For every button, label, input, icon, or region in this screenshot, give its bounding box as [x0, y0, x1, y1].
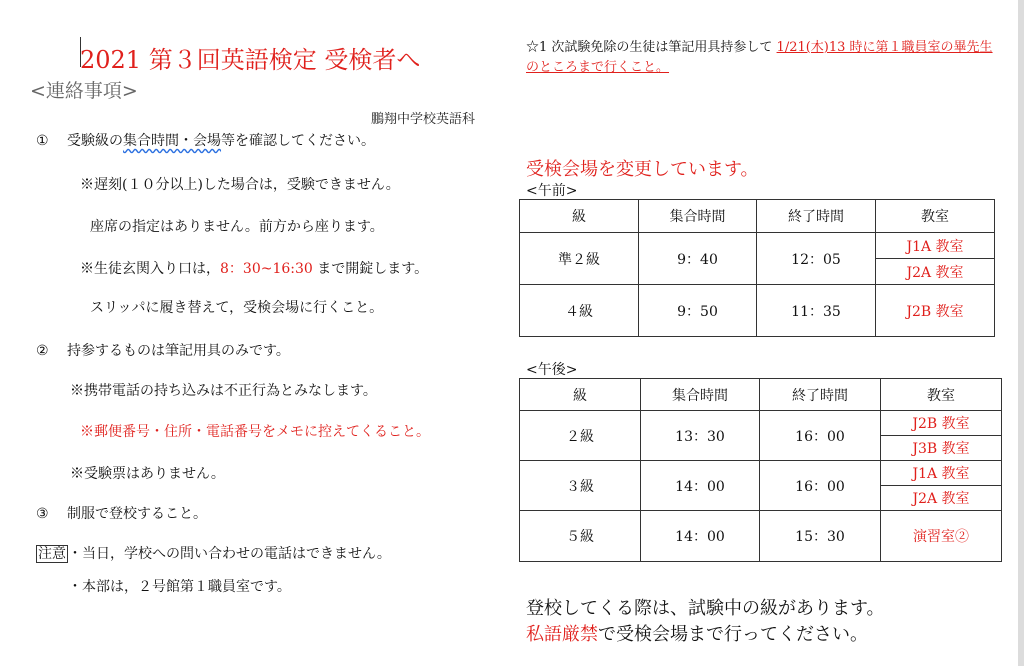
- notice-lead: ☆1 次試験免除の生徒は筆記用具持参して: [526, 40, 777, 55]
- header-gather: 集合時間: [639, 200, 757, 233]
- room-cell: J2B 教室: [876, 285, 995, 337]
- table-row: [520, 461, 1002, 486]
- end-cell: 11：35: [757, 285, 876, 337]
- header-grade: 級: [520, 379, 641, 411]
- grade-cell: ２級: [520, 411, 641, 461]
- note-late: ※遅刻(１０分以上)した場合は，受験できません。: [80, 177, 400, 193]
- gather-cell: 9：40: [639, 233, 757, 285]
- header-room: 教室: [881, 379, 1002, 411]
- afternoon-label: <午後>: [526, 362, 578, 378]
- caution-line-2: ・本部は，２号館第１職員室です。: [68, 579, 291, 595]
- header-end: 終了時間: [760, 379, 881, 411]
- item-1-text-a: 受験級の: [67, 133, 124, 149]
- afternoon-table: [519, 378, 1002, 562]
- item-2-marker: ②: [36, 343, 49, 359]
- venue-change-heading: 受検会場を変更しています。: [526, 159, 759, 180]
- end-cell: 16：00: [760, 411, 881, 461]
- header-grade: 級: [520, 200, 639, 233]
- room-cell: 演習室②: [881, 511, 1002, 562]
- note-entry-time: 8：30~16:30: [220, 261, 313, 277]
- note-seat: 座席の指定はありません。前方から座ります。: [90, 219, 384, 235]
- note-phone: ※携帯電話の持ち込みは不正行為とみなします。: [70, 383, 377, 399]
- closing-no-talking: 私語厳禁: [526, 624, 598, 645]
- note-entry-a: ※生徒玄関入り口は，: [80, 261, 220, 277]
- end-cell: 15：30: [760, 511, 881, 562]
- item-1-text-b: 等を確認してください。: [221, 133, 376, 149]
- item-3-marker: ③: [36, 506, 49, 522]
- caution-1-text: ・当日，学校への問い合わせの電話はできません。: [68, 546, 391, 562]
- notice-highlight: 1/21(木)13 時に第１職員室の畢先生のところまで行くこと。: [526, 40, 993, 75]
- note-address: ※郵便番号・住所・電話番号をメモに控えてくること。: [80, 424, 430, 440]
- item-2-text: 持参するものは筆記用具のみです。: [67, 343, 290, 359]
- exemption-notice: [526, 38, 996, 78]
- room-cell: J2B 教室: [881, 411, 1002, 436]
- item-1: [36, 130, 375, 150]
- header-end: 終了時間: [757, 200, 876, 233]
- table-row: [520, 511, 1002, 562]
- table-row: [520, 411, 1002, 436]
- page-edge: [1018, 0, 1024, 666]
- note-ticket: ※受験票はありません。: [70, 466, 225, 482]
- note-entry-b: まで開錠します。: [312, 261, 429, 277]
- header-gather: 集合時間: [641, 379, 760, 411]
- page-title: 2021 第３回英語検定 受検者へ: [80, 46, 421, 74]
- table-row: [520, 285, 995, 337]
- afternoon-header-row: [520, 379, 1002, 411]
- item-2: [36, 340, 290, 360]
- grade-cell: ５級: [520, 511, 641, 562]
- item-1-wavy-text: 集合時間・会場: [123, 133, 222, 149]
- caution-line-1: [36, 543, 391, 563]
- end-cell: 16：00: [760, 461, 881, 511]
- department-label: 鵬翔中学校英語科: [371, 112, 476, 127]
- closing-line-2: [526, 622, 885, 648]
- grade-cell: ３級: [520, 461, 641, 511]
- item-3-text: 制服で登校すること。: [67, 506, 208, 522]
- closing-line-2-rest: で受検会場まで行ってください。: [598, 624, 868, 645]
- grade-cell: 準２級: [520, 233, 639, 285]
- gather-cell: 9：50: [639, 285, 757, 337]
- closing-message: [526, 596, 885, 648]
- grade-cell: ４級: [520, 285, 639, 337]
- gather-cell: 14：00: [641, 511, 760, 562]
- subheading: <連絡事項>: [30, 80, 138, 102]
- note-slippers: スリッパに履き替えて，受検会場に行くこと。: [90, 300, 384, 316]
- room-cell: J3B 教室: [881, 436, 1002, 461]
- item-1-marker: ①: [36, 133, 49, 149]
- room-cell: J2A 教室: [876, 259, 995, 285]
- gather-cell: 14：00: [641, 461, 760, 511]
- closing-line-1: 登校してくる際は、試験中の級があります。: [526, 598, 885, 619]
- table-row: [520, 233, 995, 259]
- item-3: [36, 503, 207, 523]
- morning-table: [519, 199, 995, 337]
- note-entry: [80, 258, 428, 278]
- morning-header-row: [520, 200, 995, 233]
- room-cell: J1A 教室: [876, 233, 995, 259]
- room-cell: J2A 教室: [881, 486, 1002, 511]
- end-cell: 12：05: [757, 233, 876, 285]
- room-cell: J1A 教室: [881, 461, 1002, 486]
- gather-cell: 13：30: [641, 411, 760, 461]
- morning-label: <午前>: [526, 183, 578, 199]
- caution-label: 注意: [38, 546, 66, 562]
- header-room: 教室: [876, 200, 995, 233]
